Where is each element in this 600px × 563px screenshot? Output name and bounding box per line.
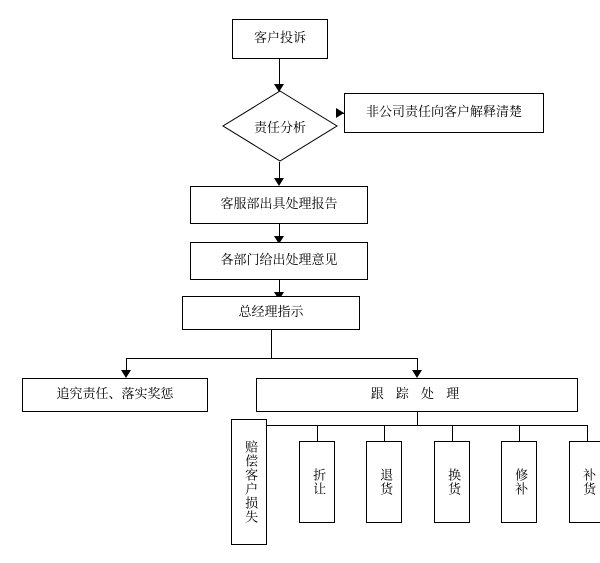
node-tracking-item-repair-label: 修补 xyxy=(512,468,528,496)
node-accountability-label: 追究责任、落实奖惩 xyxy=(56,386,174,402)
connector-tracking-item-0 xyxy=(317,425,318,441)
arrowhead-gm-to-tracking xyxy=(412,370,422,378)
node-tracking-item-return xyxy=(366,441,402,523)
node-tracking-item-replenish xyxy=(569,441,600,523)
node-general-manager-instruction xyxy=(182,296,360,330)
node-tracking-item-discount-label: 折让 xyxy=(310,468,326,496)
node-tracking-item-compensation xyxy=(231,419,267,545)
node-general-manager-instruction-label: 总经理指示 xyxy=(238,304,304,320)
node-department-opinion-label: 各部门给出处理意见 xyxy=(220,252,338,268)
connector-gm-down xyxy=(271,330,272,358)
node-non-company-responsibility-label: 非公司责任向客户解释清楚 xyxy=(365,104,522,120)
node-department-opinion xyxy=(190,242,368,280)
connector-tracking-item-4 xyxy=(587,425,588,441)
node-accountability xyxy=(22,378,208,412)
connector-tracking-item-3 xyxy=(519,425,520,441)
node-tracking-item-replenish-label: 补货 xyxy=(580,468,596,496)
connector-complaint-to-analysis xyxy=(279,59,280,86)
node-tracking-item-return-label: 退货 xyxy=(377,468,393,496)
connector-gm-split-bar xyxy=(126,358,417,359)
node-complaint xyxy=(232,19,328,59)
node-tracking-item-discount xyxy=(299,441,335,523)
connector-tracking-item-1 xyxy=(384,425,385,441)
connector-tracking-bus-riser xyxy=(417,412,418,425)
node-tracking xyxy=(256,378,578,412)
node-tracking-item-exchange-label: 换货 xyxy=(445,468,461,496)
node-service-report-label: 客服部出具处理报告 xyxy=(220,196,338,212)
node-responsibility-analysis-label: 责任分析 xyxy=(253,120,306,136)
connector-tracking-item-2 xyxy=(452,425,453,441)
arrowhead-gm-to-accountability xyxy=(121,370,131,378)
node-service-report xyxy=(190,186,368,224)
arrowhead-analysis-to-report xyxy=(274,178,284,186)
node-tracking-label: 跟 踪 处 理 xyxy=(370,386,464,402)
node-tracking-item-compensation-label: 赔偿客户损失 xyxy=(242,440,258,524)
node-complaint-label: 客户投诉 xyxy=(253,30,306,46)
node-non-company-responsibility xyxy=(344,93,544,133)
node-responsibility-analysis xyxy=(222,90,338,162)
node-tracking-item-exchange xyxy=(434,441,470,523)
node-tracking-item-repair xyxy=(501,441,537,523)
connector-tracking-bus xyxy=(249,425,587,426)
